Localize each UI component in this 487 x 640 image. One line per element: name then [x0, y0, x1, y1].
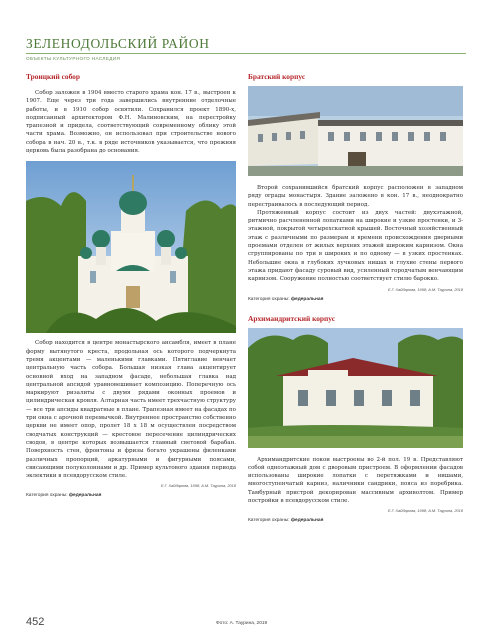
- cathedral-category: [26, 493, 236, 498]
- cathedral-credit: Е.Г. Хайдарова, 1998; А.М. Таурина, 2018: [160, 483, 236, 489]
- brethren-building-illustration: [248, 86, 463, 176]
- page-header: [26, 36, 466, 61]
- cathedral-paragraph-2: Собор находится в центре монастырского ансамбля, имеет в плане форму вытянутого креста, продольная ось которого подчеркнута тремя акцентами — маленькими главками. Пятиглавие венчает центральную часть собора. Большая низкая глава акцентирует основной вход на западном фасаде, небольшая главка над центральной апсидой уравновешивает композицию. Поперечную ось маркируют ризалиты с двумя рядами оконных проемов и цилиндрическая кровля. Алтарная часть имеет трехчастную структуру — все три апсиды квадратные в плане. Трапезная имеет на фасадах по три окна с арочной перемычкой. Внутреннее пространство собственно церкви не имеет опор, пролет 18 х 18 м осуществлен посредством сводчатых конструкций — крестовое пересечение цилиндрических сводов, в центре которых возвышается главный световой барабан. Поверхность стен, фронтоны и фризы богато украшены филенками различных пропорций, аркатурными и фигурными поясами, свисающими полуколоннами и др. Пример культового здания периода эклектики в псевдорусском стиле.: [26, 340, 236, 480]
- brethren-paragraph-1: Второй сохранившийся братский корпус расположен в западном ряду ограды монастыря. Здание заложено в кон. 17 в., неоднократно перестраивалось в последующий период.: [248, 185, 463, 208]
- brethren-category: [248, 297, 463, 302]
- section-title-trinity-cathedral: Троицкий собор: [26, 72, 80, 81]
- category-value: федеральная: [68, 493, 102, 499]
- cathedral-illustration: [26, 161, 236, 333]
- right-column: [248, 72, 463, 523]
- category-value: федеральная: [290, 518, 324, 524]
- archimandrite-paragraph: Архимандритские покои выстроены во 2-й пол. 19 в. Представляют собой одноэтажный дом с дворовым пристроем. В оформлении фасадов использованы широкие лопатки с перетяжками и нишами, многоступенчатый карниз, наличники сандрики, пояса из поребрика. Тамбурный пристрой декорирован массивным архиволтом. Пример постройки в псевдорусском стиле.: [248, 456, 463, 505]
- archimandrite-credit: Е.Г. Хайдарова, 1998; А.М. Таурина, 2018: [387, 508, 463, 514]
- brethren-paragraph-2: Протяженный корпус состоит из двух частей: двухэтажной, ритмично расчлененной лопатками на широкие и узкие простенки, и 3-этажной, покрытой четырехскатной крышей. Восточный хозяйственный этаж с различными по размерам и времени происхождения дверными проемами отделен от жилых верхних этажей широким карнизом. Окна сгруппированы по три в широких и по одному — в узких простенках. Небольшие окна в глубоких лучковых нишах и глухие стены первого этажа придают фасаду суровый вид, усиленный городчатым венчающим карнизом. Сооружение полностью соответствует стилю барокко.: [248, 209, 463, 283]
- header-rule: [26, 53, 466, 54]
- archimandrite-building-photo: [248, 328, 463, 448]
- region-subtitle: ОБЪЕКТЫ КУЛЬТУРНОГО НАСЛЕДИЯ: [26, 56, 121, 61]
- brethren-building-photo: [248, 86, 463, 176]
- archimandrite-building-illustration: [248, 328, 463, 448]
- section-title-brethren-building: Братский корпус: [248, 72, 306, 81]
- left-column: [26, 72, 236, 498]
- cathedral-paragraph-1: Собор заложен в 1904 вместо старого храма кон. 17 в., выстроен к 1907. Еще через три года завершились внутренние отделочные работы, и в 1910 собор освятили. Сохранился проект 1890-х, подписанный архитектором Ф.Н. Малиновским, на перестройку трапезной и придела, соответствующий современному облику этой части храма. Возможно, он использовал при строительстве нового собора в нач. 20 в., т.к. в ряде источников указывается, что прежняя церковь была разобрана до основания.: [26, 90, 236, 155]
- photo-credit: Фото: А. Таурина, 2019: [216, 621, 268, 626]
- brethren-credit: Е.Г. Хайдарова, 1998; А.М. Таурина, 2018: [387, 286, 463, 292]
- section-title-archimandrite-building: Архимандритский корпус: [248, 313, 336, 323]
- category-label: Категория охраны:: [248, 296, 290, 302]
- category-label: Категория охраны:: [26, 493, 68, 499]
- category-value: федеральная: [290, 296, 324, 302]
- archimandrite-category: [248, 518, 463, 523]
- page-number: 452: [26, 616, 45, 628]
- region-title: ЗЕЛЕНОДОЛЬСКИЙ РАЙОН: [26, 36, 210, 51]
- cathedral-photo: [26, 161, 236, 333]
- category-label: Категория охраны:: [248, 518, 290, 524]
